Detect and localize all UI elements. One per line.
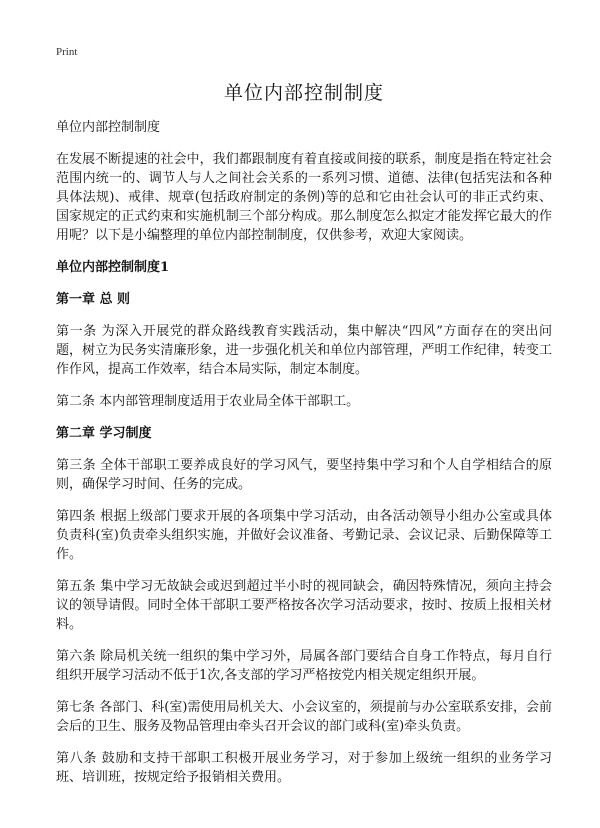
intro-paragraph: 在发展不断提速的社会中，我们都跟制度有着直接或间接的联系，制度是指在特定社会范围内统一的、调节人与人之间社会关系的一系列习惯、道德、法律(包括宪法和各种具体法规)、戒律、规章(包括政府制定的条例)等的总和它由社会认可的非正式约束、国家规定的正式约束和实施机制三个部分构成。那么制度怎么拟定才能发挥它最大的作用呢？以下是小编整理的单位内部控制制度，仅供参考，欢迎大家阅读。 <box>56 152 552 243</box>
section-heading: 单位内部控制制度1 <box>56 260 170 275</box>
article-3: 第三条 全体干部职工要养成良好的学习风气，要坚持集中学习和个人自学相结合的原则，确保学习时间、任务的完成。 <box>56 458 552 492</box>
document-subtitle: 单位内部控制制度 <box>56 120 161 135</box>
article-2: 第二条 本内部管理制度适用于农业局全体干部职工。 <box>56 394 360 409</box>
chapter-2-heading: 第二章 学习制度 <box>56 426 152 441</box>
article-4: 第四条 根据上级部门要求开展的各项集中学习活动，由各活动领导小组办公室或具体负责科(室)负责牵头组织实施，并做好会议准备、考勤记录、会议记录、后勤保障等工作。 <box>56 509 552 562</box>
print-label[interactable]: Print <box>56 46 78 58</box>
document-title: 单位内部控制制度 <box>223 82 384 104</box>
article-5: 第五条 集中学习无故缺会或迟到超过半小时的视同缺会，确因特殊情况，须向主持会议的领导请假。同时全体干部职工要严格按各次学习活动要求，按时、按质上报相关材料。 <box>56 579 552 632</box>
article-1: 第一条 为深入开展党的群众路线教育实践活动，集中解决“四风”方面存在的突出问题，树立为民务实清廉形象，进一步强化机关和单位内部管理，严明工作纪律，转变工作作风，提高工作效率，结合本局实际，制定本制度。 <box>56 324 552 377</box>
article-7: 第七条 各部门、科(室)需使用局机关大、小会议室的，须提前与办公室联系安排，会前会后的卫生、服务及物品管理由牵头召开会议的部门或科(室)牵头负责。 <box>56 700 552 734</box>
document-body <box>56 118 552 800</box>
chapter-1-heading: 第一章 总 则 <box>56 292 131 307</box>
article-6: 第六条 除局机关统一组织的集中学习外，局属各部门要结合自身工作特点，每月自行组织开展学习活动不低于1次,各支部的学习严格按党内相关规定组织开展。 <box>56 649 552 683</box>
article-8: 第八条 鼓励和支持干部职工积极开展业务学习，对于参加上级统一组织的业务学习班、培训班，按规定给予报销相关费用。 <box>56 751 552 785</box>
